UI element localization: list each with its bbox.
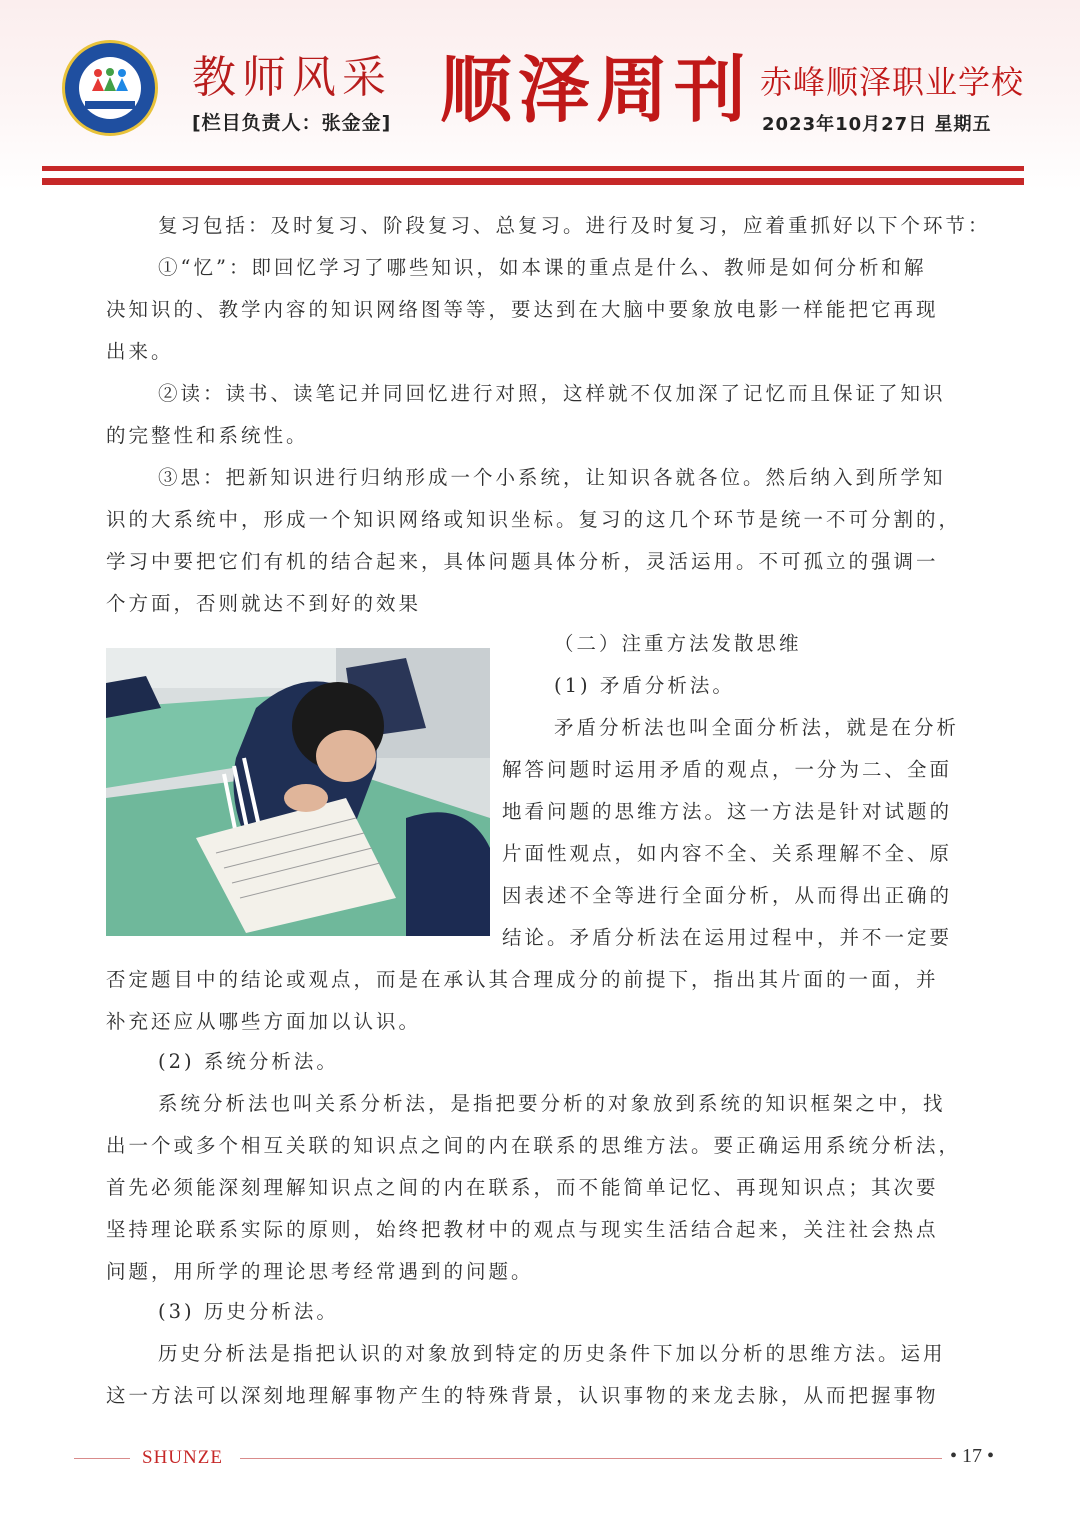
page-header [0, 0, 1080, 190]
body-line: ①“忆”：即回忆学习了哪些知识，如本课的重点是什么、教师是如何分析和解 [158, 256, 927, 279]
body-line: 复习包括：及时复习、阶段复习、总复习。进行及时复习，应着重抓好以下个环节： [158, 214, 991, 237]
body-line: 地看问题的思维方法。这一方法是针对试题的 [502, 800, 953, 823]
body-line: 因表述不全等进行全面分析，从而得出正确的 [502, 884, 953, 907]
body-line: 矛盾分析法也叫全面分析法，就是在分析 [554, 716, 960, 739]
body-line: 补充还应从哪些方面加以认识。 [106, 1010, 422, 1033]
footer-rule-left [74, 1458, 130, 1459]
body-line: 否定题目中的结论或观点，而是在承认其合理成分的前提下，指出其片面的一面，并 [106, 968, 939, 991]
body-line: 历史分析法是指把认识的对象放到特定的历史条件下加以分析的思维方法。运用 [158, 1342, 946, 1365]
body-line: 片面性观点，如内容不全、关系理解不全、原 [502, 842, 953, 865]
body-line: ②读：读书、读笔记并同回忆进行对照，这样就不仅加深了记忆而且保证了知识 [158, 382, 946, 405]
issue-date: 2023年10月27日 星期五 [762, 114, 992, 135]
body-line: 坚持理论联系实际的原则，始终把教材中的观点与现实生活结合起来，关注社会热点 [106, 1218, 939, 1241]
header-rule-thick [42, 178, 1024, 185]
footer-brand: SHUNZE [142, 1447, 223, 1468]
section-heading: （二）注重方法发散思维 [554, 632, 802, 655]
body-line: 问题，用所学的理论思考经常遇到的问题。 [106, 1260, 534, 1283]
body-line: 出一个或多个相互关联的知识点之间的内在联系的思维方法。要正确运用系统分析法， [106, 1134, 962, 1157]
body-line: 决知识的、教学内容的知识网络图等等，要达到在大脑中要象放电影一样能把它再现 [106, 298, 939, 321]
body-line: 这一方法可以深刻地理解事物产生的特殊背景，认识事物的来龙去脉，从而把握事物 [106, 1384, 939, 1407]
body-line: 解答问题时运用矛盾的观点，一分为二、全面 [502, 758, 953, 781]
student-writing-photo [106, 648, 490, 936]
body-line: 学习中要把它们有机的结合起来，具体问题具体分析，灵活运用。不可孤立的强调一 [106, 550, 939, 573]
header-rule-thin [42, 166, 1024, 171]
subsection-heading: (3) 历史分析法。 [158, 1300, 339, 1323]
body-line: 系统分析法也叫关系分析法，是指把要分析的对象放到系统的知识框架之中，找 [158, 1092, 946, 1115]
body-line: ③思：把新知识进行归纳形成一个小系统，让知识各就各位。然后纳入到所学知 [158, 466, 946, 489]
body-line: 结论。矛盾分析法在运用过程中，并不一定要 [502, 926, 953, 949]
subsection-heading: (1) 矛盾分析法。 [554, 674, 735, 697]
subsection-heading: (2) 系统分析法。 [158, 1050, 339, 1073]
body-line: 个方面，否则就达不到好的效果 [106, 592, 422, 615]
school-name: 赤峰顺泽职业学校 [760, 63, 1025, 101]
page-number: • 17 • [950, 1445, 995, 1467]
school-emblem-icon [62, 40, 158, 136]
body-line: 首先必须能深刻理解知识点之间的内在联系，而不能简单记忆、再现知识点；其次要 [106, 1176, 939, 1199]
body-line: 识的大系统中，形成一个知识网络或知识坐标。复习的这几个环节是统一不可分割的， [106, 508, 962, 531]
body-line: 的完整性和系统性。 [106, 424, 309, 447]
column-title: 教师风采 [192, 52, 392, 103]
masthead-title: 顺泽周刊 [440, 48, 753, 132]
body-line: 出来。 [106, 340, 174, 363]
footer-rule-right [240, 1458, 942, 1459]
column-editor: [栏目负责人：张金金] [192, 112, 392, 134]
